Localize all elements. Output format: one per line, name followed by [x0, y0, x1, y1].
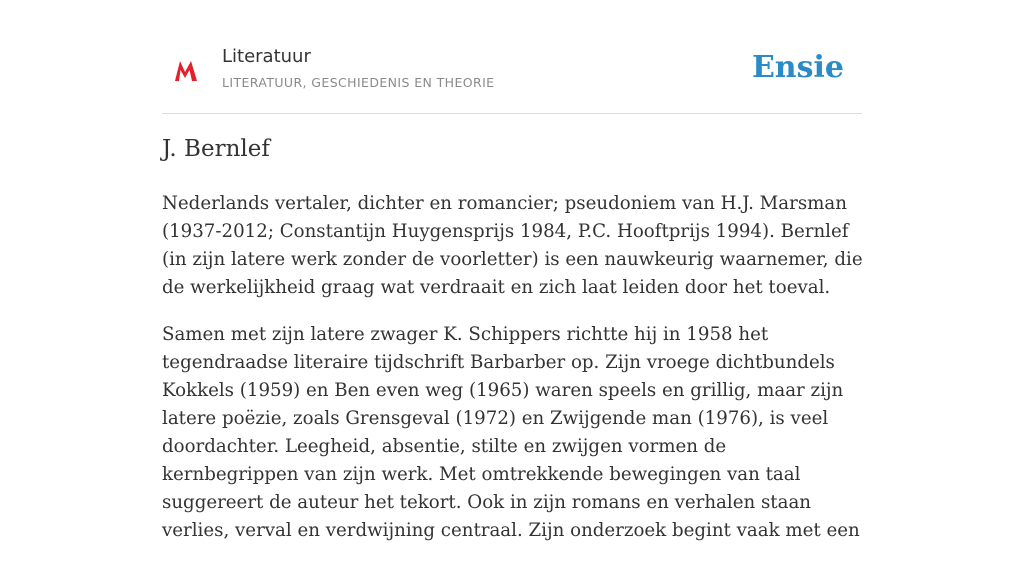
article-paragraph: Samen met zijn latere zwager K. Schippers richtte hij in 1958 het tegendraadse literaire tijdschrift Barbarber op. Zijn vroege dichtbundels Kokkels (1959) en Ben even weg (1965) waren speels en grillig, maar zijn latere poëzie, zoals Grensgeval (1972) en Zwijgende man (1976), is veel doordachter. Leegheid, absentie, stilte en zwijgen vormen de kernbegrippen van zijn werk. Met omtrekkende bewegingen van taal suggereert de auteur het tekort. Ook in zijn romans en verhalen staan verlies, verval en verdwijning centraal. Zijn onderzoek begint vaak met een: [162, 324, 860, 541]
article-body: [162, 190, 867, 564]
book-title[interactable]: Literatuur: [222, 46, 311, 67]
article-title: J. Bernlef: [162, 136, 270, 162]
header: [162, 40, 862, 114]
m-logo-icon[interactable]: [174, 57, 198, 85]
article-paragraph: Nederlands vertaler, dichter en romancier; pseudoniem van H.J. Marsman (1937-2012; Constantijn Huygensprijs 1984, P.C. Hooftprijs 1994). Bernlef (in zijn latere werk zonder de voorletter) is een nauwkeurig waarnemer, die de werkelijkheid graag wat verdraait en zich laat leiden door het toeval.: [162, 193, 863, 298]
page: [162, 0, 863, 541]
book-subtitle: LITERATUUR, GESCHIEDENIS EN THEORIE: [222, 75, 495, 90]
ensie-logo[interactable]: Ensie: [751, 50, 844, 85]
